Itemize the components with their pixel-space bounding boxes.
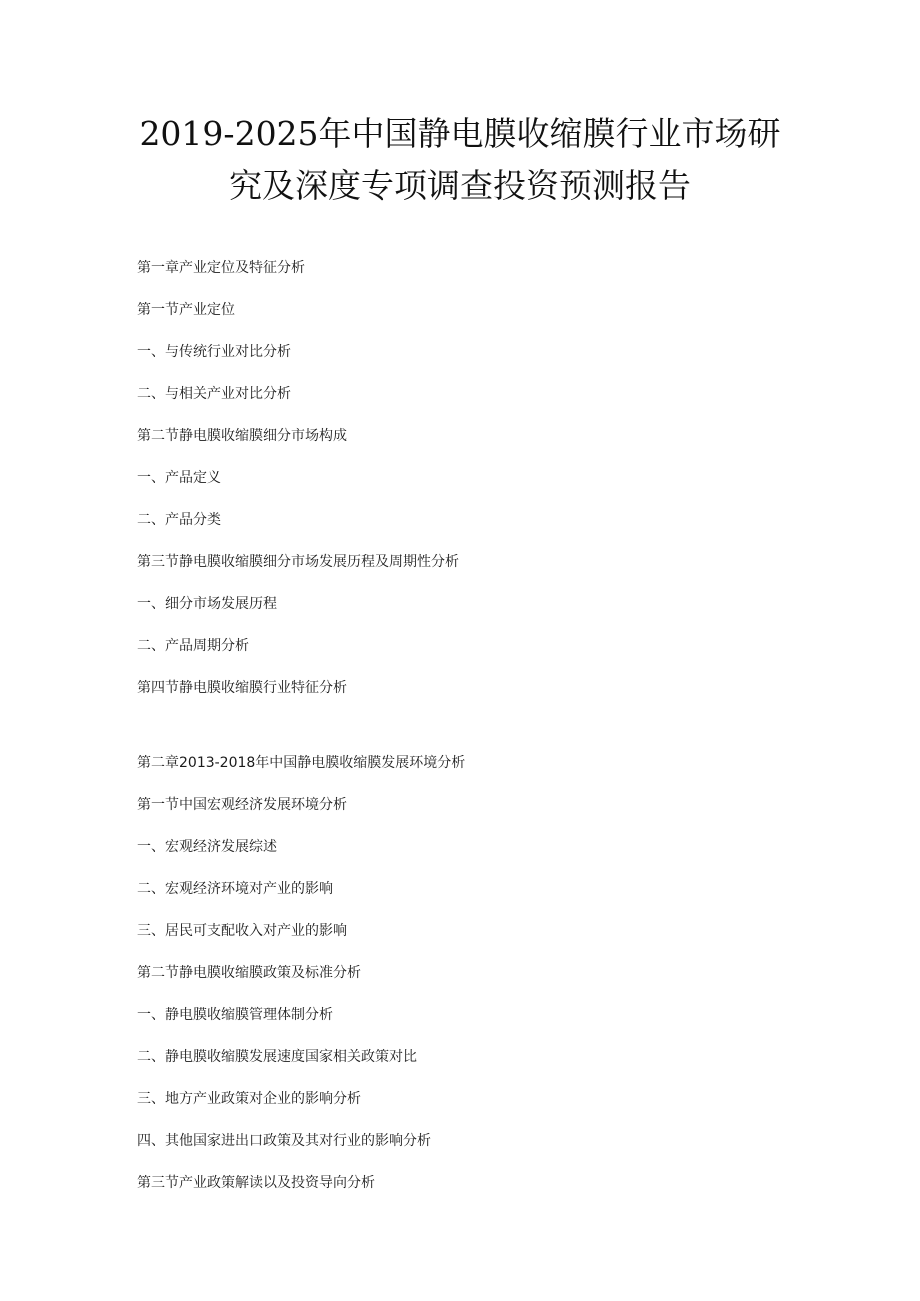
toc-item: 二、产品周期分析 <box>137 638 249 654</box>
toc-item: 二、宏观经济环境对产业的影响 <box>137 881 333 897</box>
toc-section: 第四节静电膜收缩膜行业特征分析 <box>137 680 347 696</box>
toc-item: 二、与相关产业对比分析 <box>137 386 291 402</box>
toc-section: 第二节静电膜收缩膜政策及标准分析 <box>137 965 361 981</box>
toc-chapter-2: 第二章2013-2018年中国静电膜收缩膜发展环境分析 <box>137 755 466 771</box>
toc-item: 一、产品定义 <box>137 470 221 486</box>
toc-item: 一、宏观经济发展综述 <box>137 839 277 855</box>
title-line-2: 究及深度专项调查投资预测报告 <box>229 166 691 205</box>
toc-item: 二、产品分类 <box>137 512 221 528</box>
toc-chapter-1: 第一章产业定位及特征分析 <box>137 260 305 276</box>
toc-section: 第一节产业定位 <box>137 302 235 318</box>
toc-item: 一、与传统行业对比分析 <box>137 344 291 360</box>
document-title <box>100 108 820 212</box>
toc-item: 四、其他国家进出口政策及其对行业的影响分析 <box>137 1133 431 1149</box>
toc-section: 第三节静电膜收缩膜细分市场发展历程及周期性分析 <box>137 554 459 570</box>
toc-item: 三、地方产业政策对企业的影响分析 <box>137 1091 361 1107</box>
toc-section: 第二节静电膜收缩膜细分市场构成 <box>137 428 347 444</box>
toc-item: 一、静电膜收缩膜管理体制分析 <box>137 1007 333 1023</box>
toc-item: 一、细分市场发展历程 <box>137 596 277 612</box>
title-line-1: 2019-2025年中国静电膜收缩膜行业市场研 <box>139 114 781 153</box>
toc-section: 第三节产业政策解读以及投资导向分析 <box>137 1175 375 1191</box>
toc-item: 三、居民可支配收入对产业的影响 <box>137 923 347 939</box>
toc-section: 第一节中国宏观经济发展环境分析 <box>137 797 347 813</box>
toc-item: 二、静电膜收缩膜发展速度国家相关政策对比 <box>137 1049 417 1065</box>
